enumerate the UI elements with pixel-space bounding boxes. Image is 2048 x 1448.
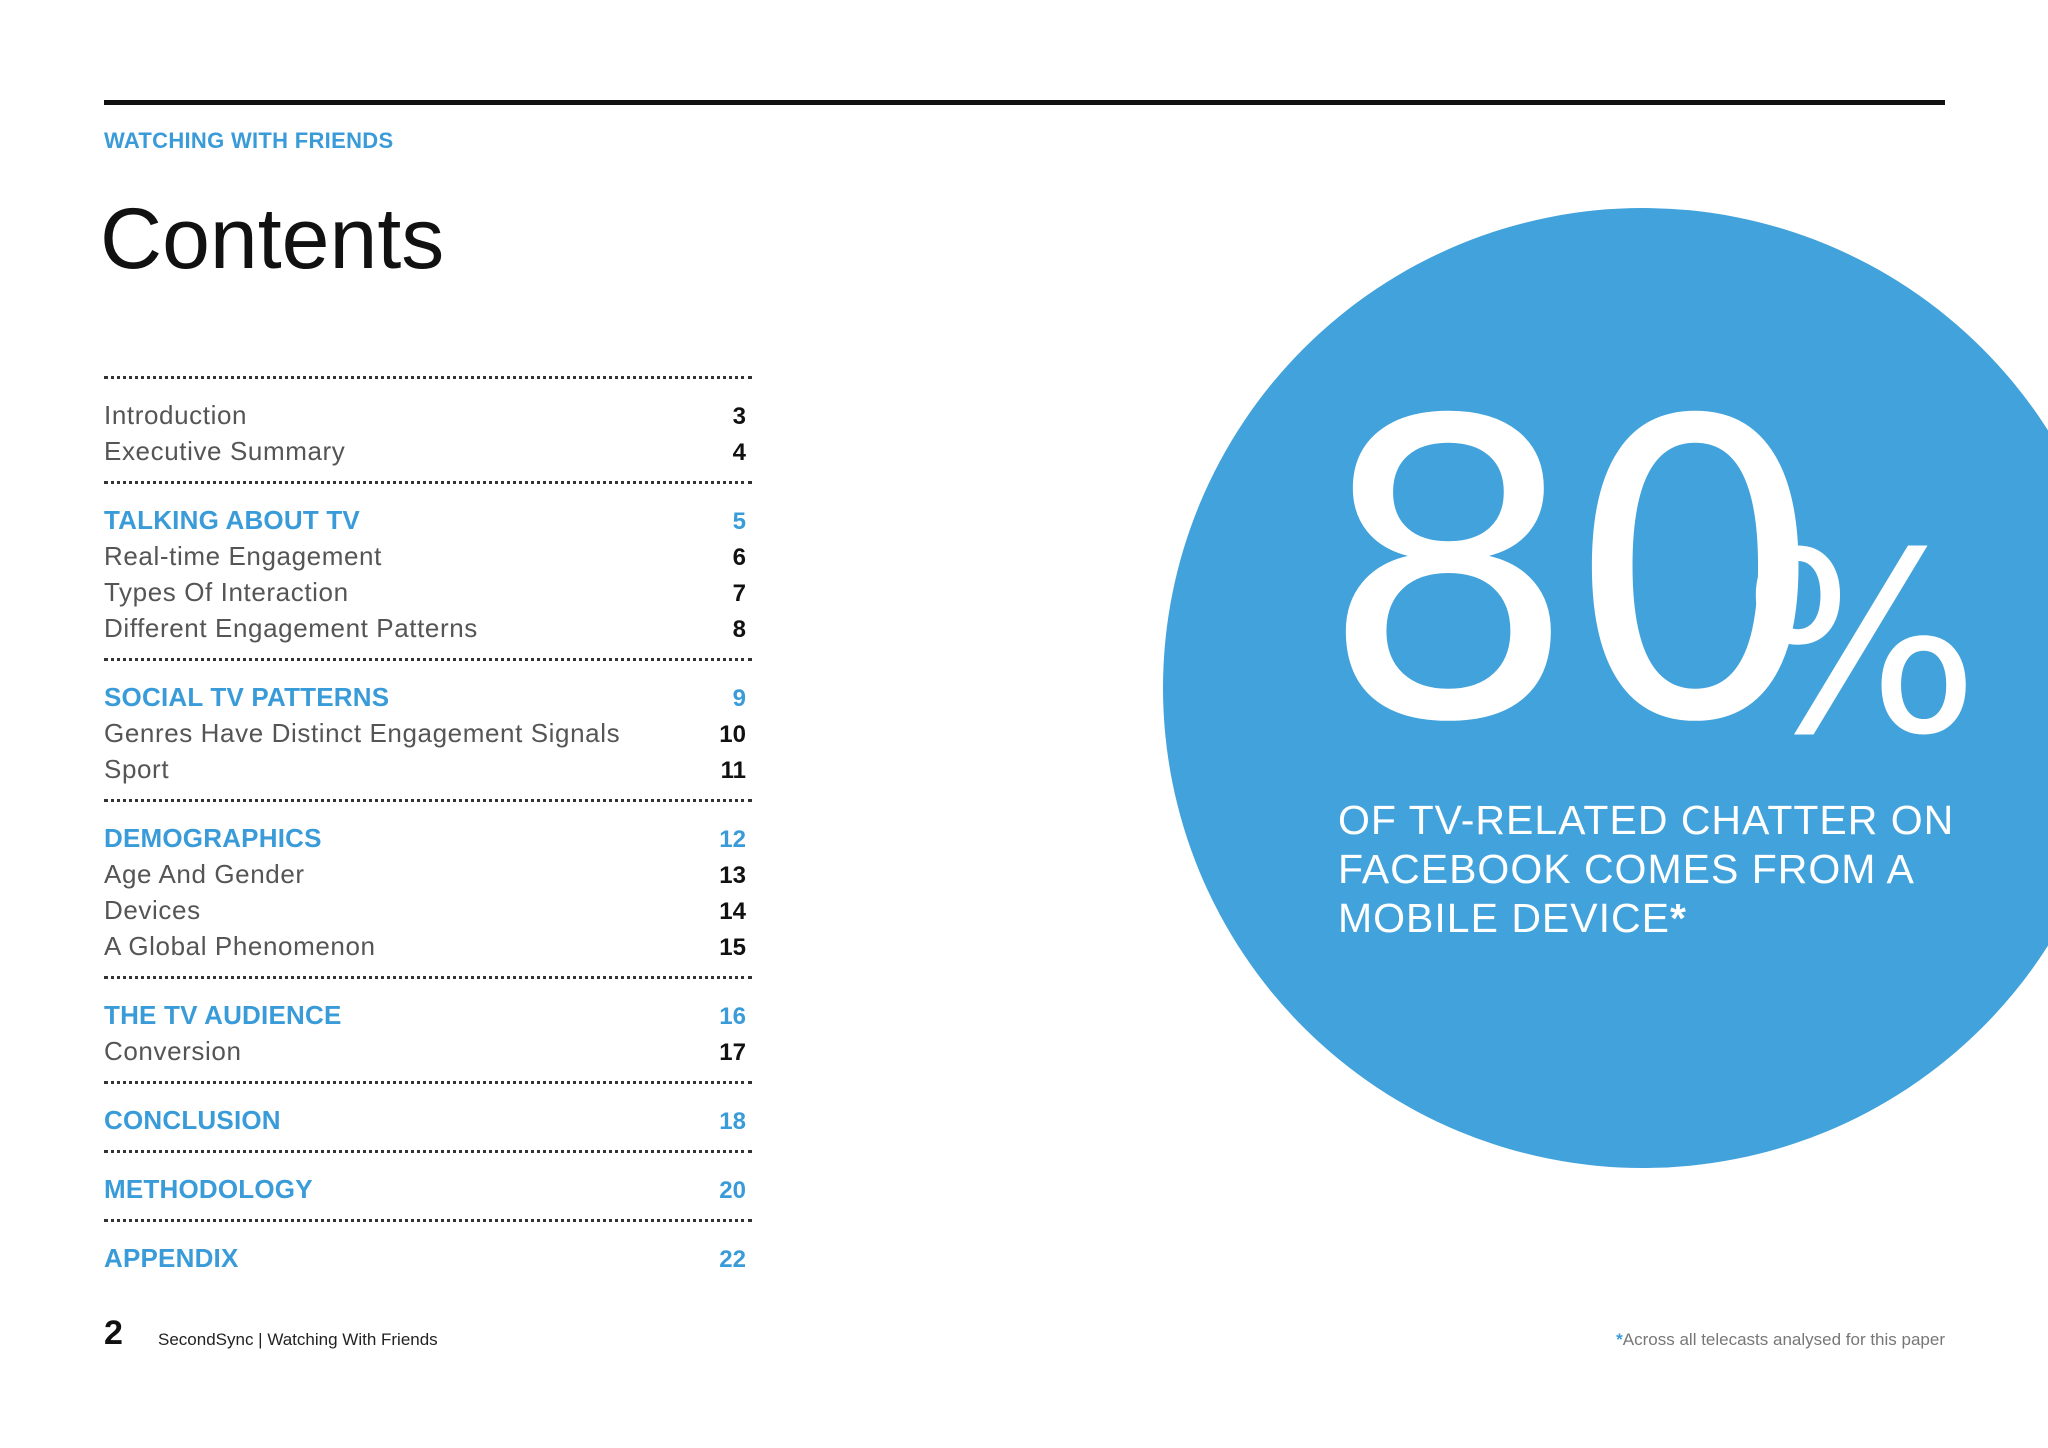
toc-group — [104, 1081, 752, 1150]
toc-entry-page: 12 — [719, 826, 746, 853]
toc-entry[interactable] — [104, 538, 752, 574]
toc-entry[interactable] — [104, 928, 752, 964]
toc-entry-page: 22 — [719, 1246, 746, 1273]
toc-entry-label: Executive Summary — [104, 436, 346, 466]
toc-entry-label: Age And Gender — [104, 859, 305, 889]
toc-group — [104, 376, 752, 481]
footnote-text: Across all telecasts analysed for this paper — [1622, 1330, 1945, 1349]
toc-group — [104, 976, 752, 1081]
toc-entry-label: APPENDIX — [104, 1243, 239, 1273]
toc-entry-page: 3 — [732, 403, 746, 430]
toc-entry-label: CONCLUSION — [104, 1105, 281, 1135]
toc-entry-page: 17 — [719, 1039, 746, 1066]
stat-unit: % — [1742, 499, 1980, 790]
toc-entry-page: 20 — [719, 1177, 746, 1204]
toc-entry-page: 10 — [719, 721, 746, 748]
stat-value: 80 — [1318, 334, 1812, 812]
toc-entry-label: Sport — [104, 754, 170, 784]
toc-section-heading[interactable] — [104, 1102, 752, 1138]
toc-entry[interactable] — [104, 1033, 752, 1069]
stat-caption-text: OF TV-RELATED CHATTER ON FACEBOOK COMES FROM A MOBILE DEVICE — [1338, 797, 1955, 941]
toc-entry[interactable] — [104, 892, 752, 928]
section-kicker: WATCHING WITH FRIENDS — [104, 128, 394, 153]
page-title: Contents — [100, 191, 445, 287]
toc-entry-page: 13 — [719, 862, 746, 889]
toc-entry-page: 8 — [732, 616, 746, 643]
toc-section-heading[interactable] — [104, 502, 752, 538]
toc-entry-label: METHODOLOGY — [104, 1174, 313, 1204]
stat-asterisk: * — [1669, 895, 1687, 941]
footer-title: SecondSync | Watching With Friends — [158, 1330, 438, 1349]
toc-entry-label: DEMOGRAPHICS — [104, 823, 322, 853]
toc-section-heading[interactable] — [104, 1171, 752, 1207]
toc-entry-page: 18 — [719, 1108, 746, 1135]
toc-group — [104, 481, 752, 658]
toc-entry-page: 4 — [732, 439, 746, 466]
toc-entry-label: Devices — [104, 895, 201, 925]
toc-entry-label: Conversion — [104, 1036, 242, 1066]
toc-entry-label: Different Engagement Patterns — [104, 613, 478, 643]
toc-section-heading[interactable] — [104, 1240, 752, 1276]
toc-entry[interactable] — [104, 574, 752, 610]
toc-entry-page: 14 — [719, 898, 746, 925]
toc-entry-label: Introduction — [104, 400, 248, 430]
toc-entry[interactable] — [104, 751, 752, 787]
toc-entry-page: 7 — [732, 580, 746, 607]
toc-section-heading[interactable] — [104, 997, 752, 1033]
toc-entry-page: 11 — [720, 757, 746, 784]
toc-section-heading[interactable] — [104, 679, 752, 715]
table-of-contents — [104, 376, 752, 1288]
top-rule — [104, 100, 1945, 105]
toc-entry[interactable] — [104, 715, 752, 751]
toc-entry-label: A Global Phenomenon — [104, 931, 376, 961]
toc-entry[interactable] — [104, 856, 752, 892]
toc-entry-label: Real-time Engagement — [104, 541, 382, 571]
stat-caption — [1338, 796, 1958, 943]
toc-entry-label: Types Of Interaction — [104, 577, 349, 607]
toc-group — [104, 1219, 752, 1288]
toc-entry-label: SOCIAL TV PATTERNS — [104, 682, 390, 712]
page-number: 2 — [104, 1314, 123, 1352]
toc-entry-page: 16 — [719, 1003, 746, 1030]
toc-group — [104, 799, 752, 976]
toc-entry-page: 9 — [732, 685, 746, 712]
toc-entry[interactable] — [104, 433, 752, 469]
toc-entry[interactable] — [104, 610, 752, 646]
toc-section-heading[interactable] — [104, 820, 752, 856]
toc-group — [104, 1150, 752, 1219]
toc-entry-label: Genres Have Distinct Engagement Signals — [104, 718, 621, 748]
toc-entry-page: 5 — [732, 508, 746, 535]
toc-entry-page: 15 — [719, 934, 746, 961]
toc-group — [104, 658, 752, 799]
toc-entry-label: TALKING ABOUT TV — [104, 505, 360, 535]
footnote-mark: * — [1616, 1330, 1623, 1349]
toc-entry-page: 6 — [732, 544, 746, 571]
toc-entry-label: THE TV AUDIENCE — [104, 1000, 342, 1030]
toc-entry[interactable] — [104, 397, 752, 433]
footnote — [1616, 1330, 1945, 1350]
